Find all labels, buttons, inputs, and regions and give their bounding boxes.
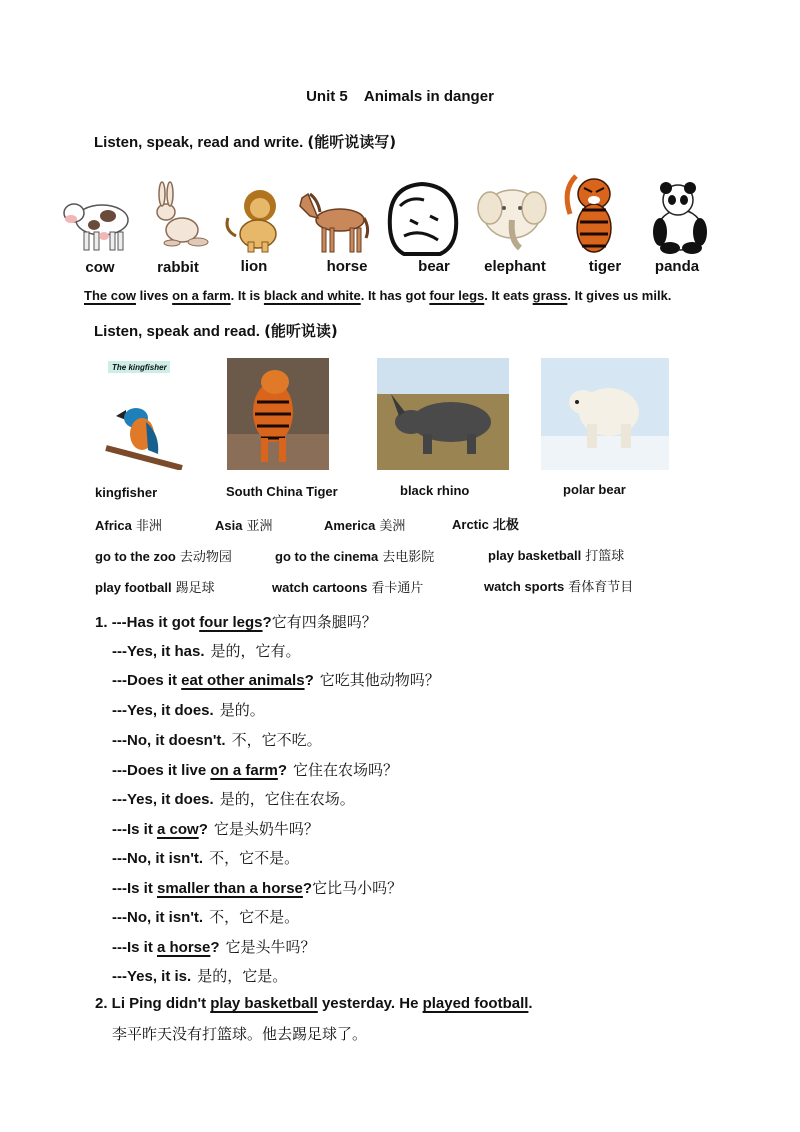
elephant-icon <box>470 178 550 256</box>
continent-en: Africa <box>95 518 132 533</box>
text-segment: . It gives us milk. <box>567 288 672 303</box>
translation: 不，它不是。 <box>209 849 300 867</box>
translation: 不，它不吃。 <box>231 731 322 749</box>
translation: 是的，它住在农场。 <box>219 790 355 808</box>
activity-watch-sports <box>484 576 633 595</box>
text-segment: ? <box>302 880 313 897</box>
section-heading-2-en: Listen, speak and read. <box>94 323 260 340</box>
activity-zh: 看体育节目 <box>568 580 634 595</box>
answer-en: ---Yes, it does. <box>112 791 214 808</box>
underline-play-basketball: play basketball <box>210 995 318 1012</box>
photo-label-south-china-tiger: South China Tiger <box>226 484 338 499</box>
section-heading-2-zh: (能听说读) <box>264 322 338 340</box>
activity-zh: 打篮球 <box>585 549 625 564</box>
animal-name-lion: lion <box>240 258 268 275</box>
sentence-2 <box>95 995 533 1012</box>
south-china-tiger-photo <box>227 358 329 470</box>
dialogue-a3 <box>112 729 322 750</box>
text-segment: lives <box>136 288 173 303</box>
translation: 它住在农场吗？ <box>293 761 399 779</box>
section-heading-1-zh: (能听说读写) <box>307 133 397 151</box>
activity-en: watch sports <box>484 579 565 594</box>
answer-en: ---No, it doesn't. <box>112 732 226 749</box>
activity-en: go to the cinema <box>275 549 379 564</box>
photo-label-black-rhino: black rhino <box>400 483 470 498</box>
translation: 它比马小吗？ <box>312 879 403 897</box>
underline-phrase: a cow <box>157 821 199 838</box>
continent-africa <box>95 515 162 534</box>
dialogue-a6 <box>112 906 299 927</box>
activity-en: go to the zoo <box>95 549 176 564</box>
translation: 它吃其他动物吗？ <box>319 671 440 689</box>
polar-bear-photo <box>541 358 669 470</box>
underline-on-a-farm: on a farm <box>172 288 231 303</box>
dialogue-q2 <box>112 669 440 690</box>
continent-zh: 非洲 <box>135 519 162 534</box>
translation: 不，它不是。 <box>209 908 300 926</box>
text-segment: . It eats <box>484 288 533 303</box>
item-number: 2. <box>95 995 108 1012</box>
activity-watch-cartoons <box>272 577 423 596</box>
text-segment: . It has got <box>360 288 430 303</box>
activity-en: play football <box>95 580 172 595</box>
translation: 它是头牛吗？ <box>225 938 316 956</box>
continent-zh: 美洲 <box>379 519 406 534</box>
text-segment: ? <box>277 762 288 779</box>
tiger-icon <box>556 170 626 262</box>
activity-zh: 去动物园 <box>179 550 232 565</box>
answer-en: ---Yes, it is. <box>112 968 192 985</box>
dialogue-q6 <box>112 877 402 898</box>
answer-en: ---Yes, it has. <box>112 643 205 660</box>
underline-phrase: on a farm <box>210 762 278 779</box>
text-segment: ? <box>198 821 208 838</box>
translation: 是的，它是。 <box>197 967 288 985</box>
sentence-2-translation: 李平昨天没有打篮球。他去踢足球了。 <box>112 1025 368 1043</box>
text-segment: ---Is it <box>112 821 157 838</box>
answer-en: ---Yes, it does. <box>112 702 214 719</box>
section-heading-1-en: Listen, speak, read and write. <box>94 134 304 151</box>
text-segment: . It is <box>230 288 264 303</box>
bear-icon <box>380 176 464 260</box>
cow-icon <box>58 180 136 258</box>
dialogue-q4 <box>112 759 398 780</box>
activity-go-to-the-cinema <box>275 546 434 565</box>
dialogue-a5 <box>112 847 299 868</box>
answer-en: ---No, it isn't. <box>112 909 204 926</box>
dialogue-a1 <box>112 640 301 661</box>
continent-arctic <box>452 514 519 533</box>
underline-phrase: smaller than a horse <box>157 880 303 897</box>
panda-icon <box>642 178 720 256</box>
continent-en: Arctic <box>452 517 489 532</box>
dialogue-q1 <box>95 611 377 632</box>
translation: 是的。 <box>219 701 265 719</box>
kingfisher-photo <box>96 358 188 470</box>
text-segment: ---Is it <box>112 939 157 956</box>
translation: 它有四条腿吗？ <box>271 613 377 631</box>
activity-en: play basketball <box>488 548 582 563</box>
horse-icon <box>294 180 372 258</box>
continent-zh: 北极 <box>492 518 519 533</box>
activity-zh: 踢足球 <box>175 581 215 596</box>
dialogue-q7 <box>112 936 316 957</box>
text-segment: ---Does it live <box>112 762 211 779</box>
photo-label-polar-bear: polar bear <box>563 482 626 497</box>
underline-four-legs: four legs <box>429 288 485 303</box>
dialogue-q5 <box>112 818 319 839</box>
activity-play-basketball <box>488 545 624 564</box>
dialogue-a4 <box>112 788 355 809</box>
text-segment: Li Ping didn't <box>107 995 211 1012</box>
text-segment: ---Does it <box>112 672 182 689</box>
black-rhino-photo <box>377 358 509 470</box>
translation: 它是头奶牛吗？ <box>213 820 319 838</box>
continent-en: America <box>324 518 376 533</box>
underline-black-and-white: black and white <box>263 288 361 303</box>
activity-play-football <box>95 577 215 596</box>
continent-zh: 亚洲 <box>246 519 273 534</box>
animal-name-panda: panda <box>654 258 700 275</box>
underline-played-football: played football <box>422 995 529 1012</box>
animal-name-elephant: elephant <box>484 258 546 275</box>
animal-name-rabbit: rabbit <box>157 259 199 276</box>
answer-en: ---No, it isn't. <box>112 850 204 867</box>
dialogue-a7 <box>112 965 287 986</box>
photo-label-kingfisher: kingfisher <box>95 485 158 500</box>
text-segment: ---Has it got <box>111 614 200 631</box>
animal-name-bear: bear <box>418 258 450 275</box>
text-segment: ? <box>304 672 314 689</box>
item-number: 1. <box>95 614 108 631</box>
underline-phrase: eat other animals <box>181 672 305 689</box>
text-segment: ? <box>210 939 220 956</box>
animal-name-horse: horse <box>326 258 368 275</box>
continent-america <box>324 515 405 534</box>
lion-icon <box>218 180 296 258</box>
section-heading-2 <box>94 320 338 341</box>
text-segment: ? <box>262 614 272 631</box>
text-segment: yesterday. He <box>317 995 423 1012</box>
page-title: Unit 5 Animals in danger <box>306 88 494 105</box>
underline-phrase: a horse <box>157 939 211 956</box>
section-heading-1 <box>94 131 396 152</box>
text-segment: . <box>528 995 533 1012</box>
translation: 是的，它有。 <box>210 642 301 660</box>
underline-the-cow: The cow <box>84 288 137 303</box>
text-segment: ---Is it <box>112 880 157 897</box>
activity-en: watch cartoons <box>272 580 368 595</box>
rabbit-icon <box>142 180 220 258</box>
cow-description <box>84 288 671 303</box>
continent-asia <box>215 515 272 534</box>
underline-grass: grass <box>532 288 568 303</box>
underline-phrase: four legs <box>199 614 263 631</box>
kingfisher-caption: The kingfisher <box>112 363 167 372</box>
activity-zh: 看卡通片 <box>371 581 424 596</box>
animal-name-tiger: tiger <box>588 258 622 275</box>
activity-go-to-the-zoo <box>95 546 232 565</box>
dialogue-a2 <box>112 699 265 720</box>
activity-zh: 去电影院 <box>382 550 435 565</box>
continent-en: Asia <box>215 518 243 533</box>
animal-name-cow: cow <box>85 259 115 276</box>
